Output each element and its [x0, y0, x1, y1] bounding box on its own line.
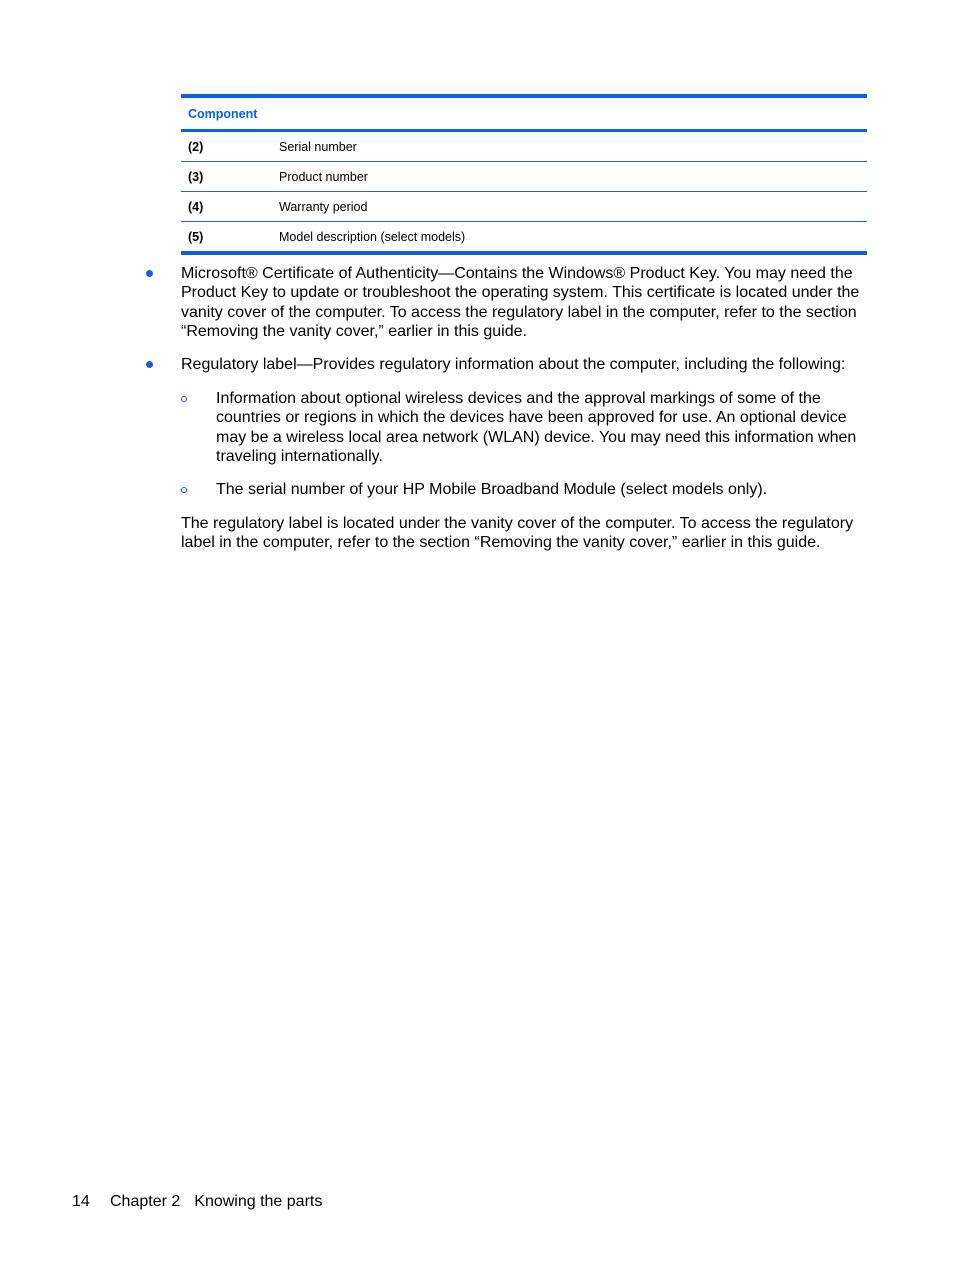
row-number: (5)	[188, 229, 204, 244]
sub-bullet-icon	[181, 487, 187, 493]
component-table	[181, 94, 867, 255]
row-description: Model description (select models)	[279, 229, 466, 244]
bullet-icon	[146, 361, 153, 368]
row-number: (3)	[188, 169, 204, 184]
table-row	[181, 132, 867, 162]
sub-bullet-text: The serial number of your HP Mobile Broadband Module (select models only).	[216, 481, 768, 498]
table-header-row	[181, 98, 867, 132]
row-number: (4)	[188, 199, 204, 214]
row-description: Warranty period	[279, 199, 368, 214]
closing-paragraph: The regulatory label is located under the vanity cover of the computer. To access the regulatory label in the computer, refer to the section “Removing the vanity cover,” earlier in this guide.	[181, 515, 854, 552]
table-row	[181, 162, 867, 192]
sub-bullet-icon	[181, 396, 187, 402]
row-description: Product number	[279, 169, 368, 184]
bullet-icon	[146, 270, 153, 277]
table-row	[181, 222, 867, 255]
row-number: (2)	[188, 139, 204, 154]
chapter-label: Chapter 2	[110, 1193, 181, 1210]
table-header-component: Component	[188, 106, 258, 121]
sub-bullet-serial	[216, 480, 871, 499]
bullet-text: Microsoft® Certificate of Authenticity—Contains the Windows® Product Key. You may need the Product Key to update or troubleshoot the operating system. This certificate is located under the vanity cover of the computer. To access the regulatory label in the computer, refer to the section “Removing the vanity cover,” earlier in this guide.	[181, 265, 860, 340]
bullet-certificate	[181, 264, 871, 341]
table-row	[181, 192, 867, 222]
row-description: Serial number	[279, 139, 357, 154]
sub-bullet-text: Information about optional wireless devices and the approval markings of some of the countries or regions in which the devices have been approved for use. An optional device may be a wireless local area network (WLAN) device. You may need this information when traveling internationally.	[216, 390, 857, 465]
page-footer	[72, 1193, 322, 1211]
sub-bullet-wireless	[216, 389, 871, 466]
bullet-regulatory	[181, 355, 871, 374]
bullet-text: Regulatory label—Provides regulatory information about the computer, including the following:	[181, 356, 846, 373]
page-number: 14	[72, 1193, 90, 1210]
chapter-title: Knowing the parts	[194, 1193, 323, 1210]
